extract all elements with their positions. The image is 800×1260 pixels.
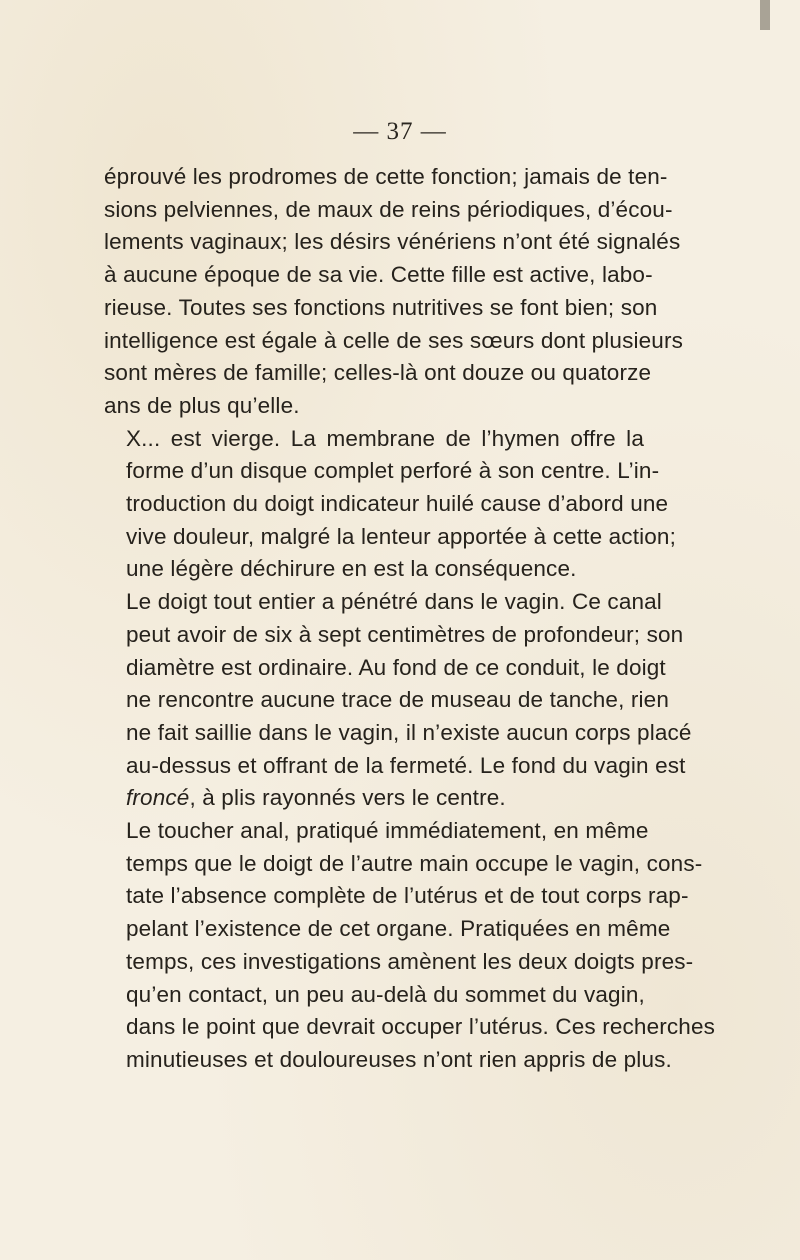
text-line: intelligence est égale à celle de ses sœurs dont plusieurs bbox=[104, 327, 684, 353]
text-line: éprouvé les prodromes de cette fonction; jamais de ten- bbox=[104, 164, 668, 189]
text-line: sont mères de famille; celles-là ont douze ou quatorze bbox=[104, 360, 652, 386]
text-line: Le doigt tout entier a pénétré dans le vagin. Ce canal bbox=[126, 589, 662, 615]
text-line: troduction du doigt indicateur huilé cause d’abord une bbox=[126, 491, 669, 517]
text-line: temps, ces investigations amènent les deux doigts pres- bbox=[126, 948, 694, 974]
text-line: qu’en contact, un peu au-delà du sommet du vagin, bbox=[126, 981, 645, 1007]
text-line: forme d’un disque complet perforé à son centre. L’in- bbox=[126, 458, 660, 484]
text-line: tate l’absence complète de l’utérus et de tout corps rap- bbox=[126, 883, 689, 909]
text-line: à aucune époque de sa vie. Cette fille est active, labo- bbox=[104, 262, 653, 288]
paragraph-4 bbox=[104, 815, 716, 1077]
text-line: minutieuses et douloureuses n’ont rien appris de plus. bbox=[126, 1046, 672, 1072]
text-line: ne rencontre aucune trace de museau de tanche, rien bbox=[126, 687, 670, 713]
text-line: diamètre est ordinaire. Au fond de ce conduit, le doigt bbox=[126, 654, 666, 680]
text-line: temps que le doigt de l’autre main occupe le vagin, cons- bbox=[126, 850, 703, 876]
text-line: ans de plus qu’elle. bbox=[104, 392, 300, 418]
text-line: pelant l’existence de cet organe. Pratiquées en même bbox=[126, 916, 671, 942]
paragraph-3 bbox=[104, 586, 692, 815]
text-line: Le toucher anal, pratiqué immédiatement, en même bbox=[126, 818, 649, 844]
text-line: une légère déchirure en est la conséquence. bbox=[126, 556, 577, 582]
text-line: rieuse. Toutes ses fonctions nutritives se font bien; son bbox=[104, 294, 658, 320]
text-line: dans le point que devrait occuper l’utérus. Ces recherches bbox=[126, 1014, 716, 1040]
text-line: sions pelviennes, de maux de reins périodiques, d’écou- bbox=[104, 196, 673, 222]
text-line-rest: , à plis rayonnés vers le centre. bbox=[189, 785, 506, 811]
text-line: ne fait saillie dans le vagin, il n’existe aucun corps placé bbox=[126, 719, 692, 745]
text-line bbox=[104, 782, 644, 815]
page-number: — 37 — bbox=[353, 118, 447, 145]
text-line: peut avoir de six à sept centimètres de profondeur; son bbox=[126, 621, 684, 647]
page-edge-mark bbox=[760, 0, 770, 30]
italic-word: froncé bbox=[126, 785, 190, 811]
body-text bbox=[104, 161, 716, 1077]
paragraph-1 bbox=[104, 161, 684, 423]
text-line: vive douleur, malgré la lenteur apportée à cette action; bbox=[126, 523, 676, 549]
text-line: au-dessus et offrant de la fermeté. Le fond du vagin est bbox=[126, 752, 686, 778]
text-line: X... est vierge. La membrane de l’hymen offre la bbox=[126, 425, 644, 451]
text-line: lements vaginaux; les désirs vénériens n’ont été signalés bbox=[104, 229, 681, 255]
paragraph-2 bbox=[104, 423, 676, 587]
